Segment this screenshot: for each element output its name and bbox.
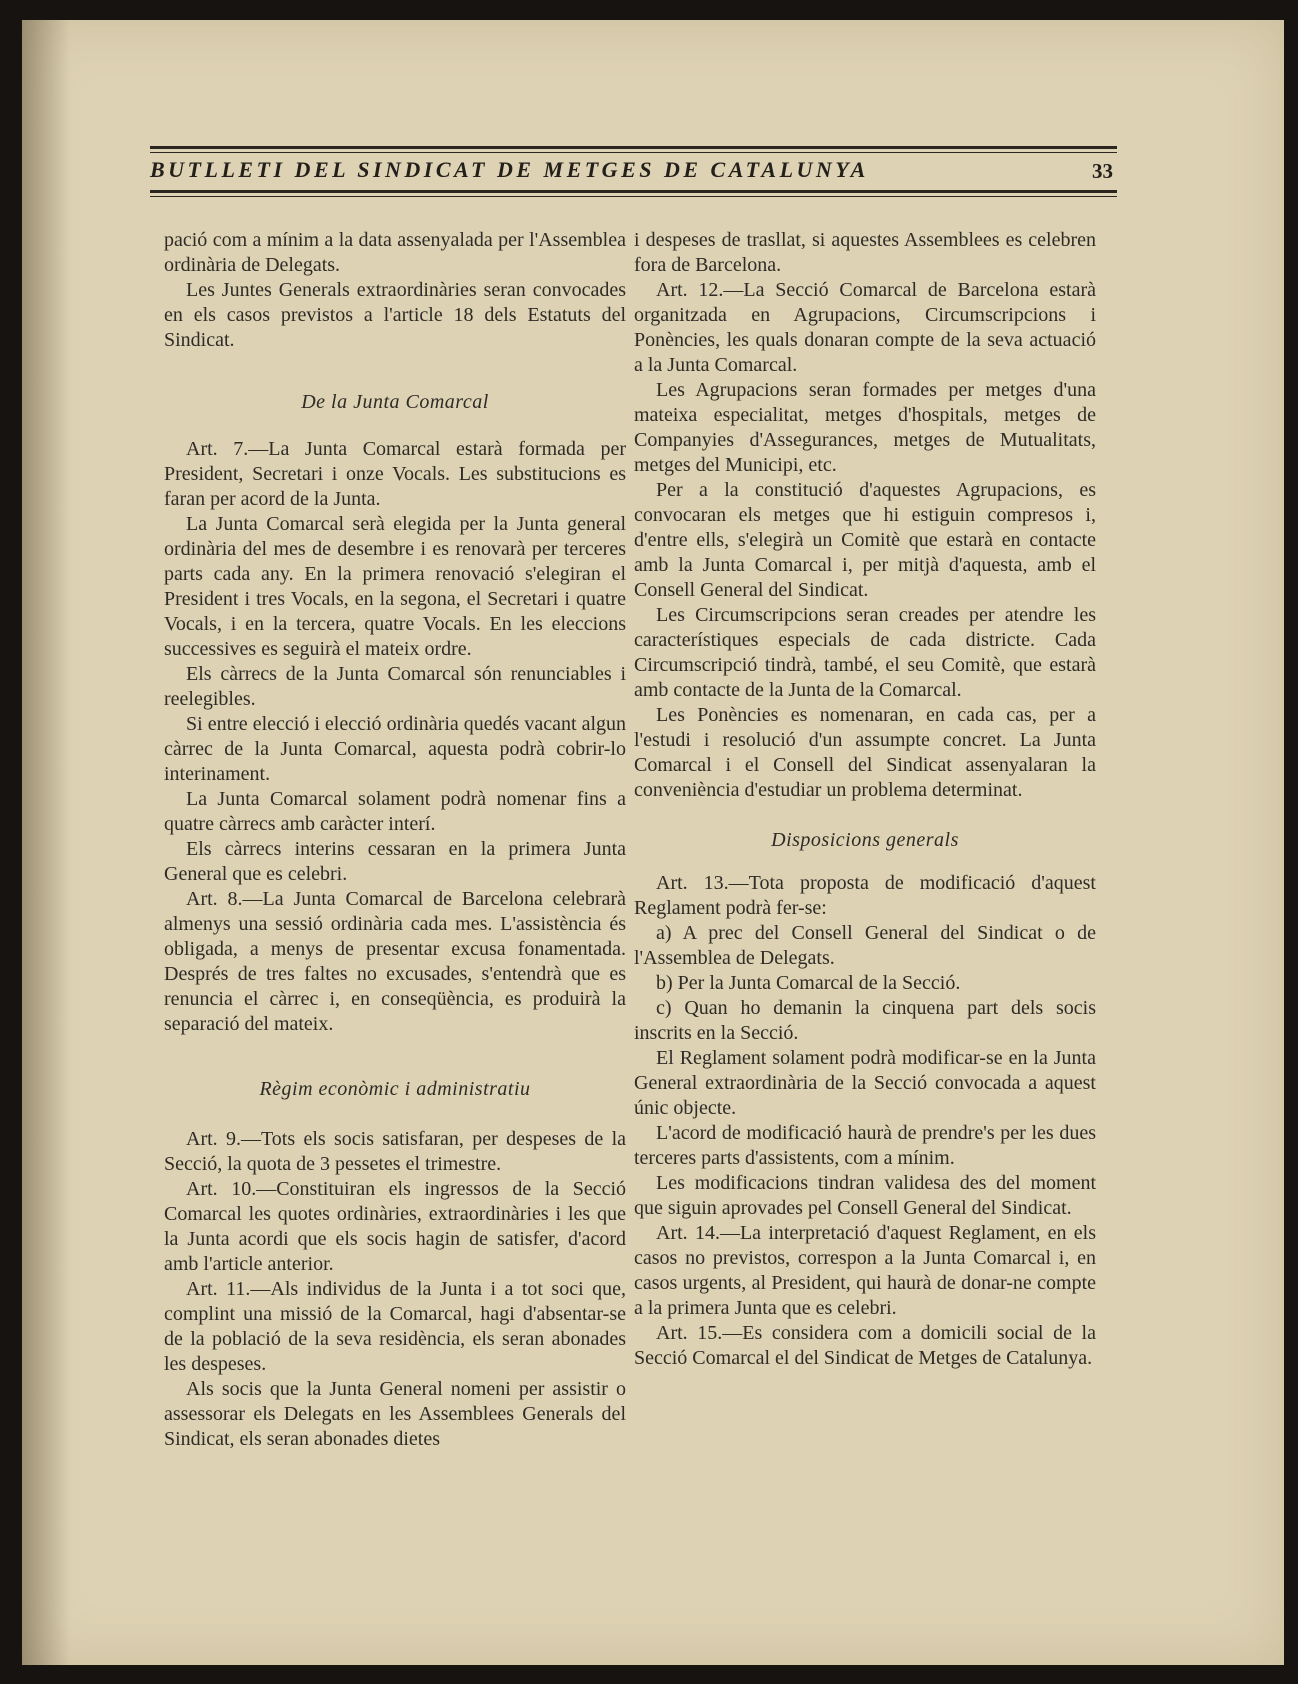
paragraph: La Junta Comarcal solament podrà nomenar fins a quatre càrrecs amb caràcter interí. [164, 788, 626, 835]
paragraph: Art. 9.—Tots els socis satisfaran, per despeses de la Secció, la quota de 3 pessetes el trimestre. [164, 1128, 626, 1175]
paragraph: pació com a mínim a la data assenyalada per l'Assemblea ordinària de Delegats. [164, 229, 626, 276]
section-heading: De la Junta Comarcal [301, 391, 489, 413]
paragraph: c) Quan ho demanin la cinquena part dels socis inscrits en la Secció. [634, 997, 1096, 1044]
paragraph: Art. 8.—La Junta Comarcal de Barcelona celebrarà almenys una sessió ordinària cada mes. L'assistència és obligada, a menys de presentar excusa fonamentada. Després de tres faltes no excusades, s'entendrà que es renuncia el càrrec i, en conseqüència, es produirà la separació del mateix. [164, 888, 626, 1035]
running-header [150, 128, 1117, 210]
header-rule-top [150, 146, 1117, 149]
paragraph: Art. 12.—La Secció Comarcal de Barcelona estarà organitzada en Agrupacions, Circumscripcions i Ponències, les quals donaran compte de la seva actuació a la Junta Comarcal. [634, 279, 1096, 376]
paragraph: Les Circumscripcions seran creades per atendre les característiques especials de cada districte. Cada Circumscripció tindrà, també, el seu Comitè, que estarà amb contacte de la Junta de la Comarcal. [634, 604, 1096, 701]
paragraph: Si entre elecció i elecció ordinària quedés vacant algun càrrec de la Junta Comarcal, aquesta podrà cobrir-lo interinament. [164, 713, 626, 785]
paragraph: Les Ponències es nomenaran, en cada cas, per a l'estudi i resolució d'un assumpte concret. La Junta Comarcal i el Consell del Sindicat assenyalaran la conveniència d'estudiar un problema determinat. [634, 704, 1096, 801]
page-number: 33 [1092, 159, 1113, 183]
paragraph: Als socis que la Junta General nomeni per assistir o assessorar els Delegats en les Assemblees Generals del Sindicat, els seran abonades dietes [164, 1378, 626, 1450]
scanned-page [22, 20, 1284, 1665]
paragraph: El Reglament solament podrà modificar-se en la Junta General extraordinària de la Secció convocada a aquest únic objecte. [634, 1047, 1096, 1119]
paragraph: Art. 14.—La interpretació d'aquest Reglament, en els casos no previstos, correspon a la Junta Comarcal i, en casos urgents, al President, qui haurà de donar-ne compte a la primera Junta que es celebri. [634, 1222, 1096, 1319]
paragraph: a) A prec del Consell General del Sindicat o de l'Assemblea de Delegats. [634, 922, 1096, 969]
header-rule-bottom [150, 190, 1117, 193]
paragraph: Les Juntes Generals extraordinàries seran convocades en els casos previstos a l'article 18 dels Estatuts del Sindicat. [164, 279, 626, 351]
header-rule-bottom-thin [150, 196, 1117, 197]
section-heading: Disposicions generals [771, 829, 959, 851]
paragraph: i despeses de trasllat, si aquestes Assemblees es celebren fora de Barcelona. [634, 229, 1096, 276]
left-column [164, 228, 626, 1452]
paragraph: Art. 13.—Tota proposta de modificació d'aquest Reglament podrà fer-se: [634, 872, 1096, 919]
header-rule-top-thin [150, 152, 1117, 153]
paragraph: Els càrrecs de la Junta Comarcal són renunciables i reelegibles. [164, 663, 626, 710]
paragraph: Les modificacions tindran validesa des del moment que siguin aprovades pel Consell General del Sindicat. [634, 1172, 1096, 1219]
running-title: BUTLLETI DEL SINDICAT DE METGES DE CATALUNYA [150, 157, 869, 182]
gutter-shadow [22, 20, 70, 1665]
paragraph: Les Agrupacions seran formades per metges d'una mateixa especialitat, metges d'hospitals, metges de Companyies d'Assegurances, metges de Mutualitats, metges del Municipi, etc. [634, 379, 1096, 476]
paragraph: L'acord de modificació haurà de prendre's per les dues terceres parts d'assistents, com a mínim. [634, 1122, 1096, 1169]
right-column [634, 228, 1096, 1371]
paragraph: La Junta Comarcal serà elegida per la Junta general ordinària del mes de desembre i es renovarà per terceres parts cada any. En la primera renovació s'elegiran el President i tres Vocals, en la segona, el Secretari i quatre Vocals, i en la tercera, quatre Vocals. En les eleccions successives es seguirà el mateix ordre. [164, 513, 626, 660]
paragraph: Per a la constitució d'aquestes Agrupacions, es convocaran els metges que hi estiguin compresos i, d'entre ells, s'elegirà un Comitè que estarà en contacte amb la Junta Comarcal i, per mitjà d'aquesta, amb el Consell General del Sindicat. [634, 479, 1096, 601]
section-heading: Règim econòmic i administratiu [259, 1078, 531, 1100]
paragraph: Art. 10.—Constituiran els ingressos de la Secció Comarcal les quotes ordinàries, extraordinàries i les que la Junta acordi que els socis hagin de satisfer, d'acord amb l'article anterior. [164, 1178, 626, 1275]
paragraph: Els càrrecs interins cessaran en la primera Junta General que es celebri. [164, 838, 626, 885]
paragraph: b) Per la Junta Comarcal de la Secció. [656, 972, 961, 994]
paragraph: Art. 7.—La Junta Comarcal estarà formada per President, Secretari i onze Vocals. Les substitucions es faran per acord de la Junta. [164, 438, 626, 510]
paragraph: Art. 15.—Es considera com a domicili social de la Secció Comarcal el del Sindicat de Metges de Catalunya. [634, 1322, 1096, 1369]
paragraph: Art. 11.—Als individus de la Junta i a tot soci que, complint una missió de la Comarcal, hagi d'absentar-se de la població de la seva residència, els seran abonades les despeses. [164, 1278, 626, 1375]
